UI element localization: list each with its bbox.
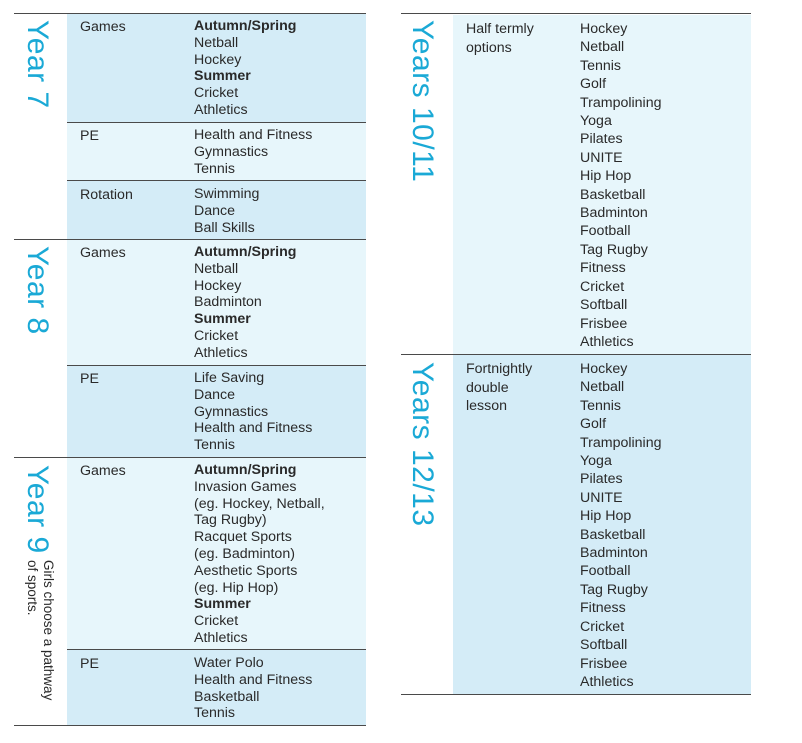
divider xyxy=(67,365,366,366)
year7-heading: Year 7 xyxy=(21,20,54,109)
years1213-heading: Years 12/13 xyxy=(406,362,439,527)
list-item: Athletics xyxy=(194,344,248,361)
years1011-list xyxy=(580,20,661,351)
list-item: Hockey xyxy=(580,361,628,377)
list-item: Dance xyxy=(194,386,236,403)
year8-games-row xyxy=(67,240,366,365)
divider xyxy=(401,694,751,695)
year8-pe-list xyxy=(194,370,312,454)
list-item: Pilates xyxy=(580,471,623,488)
years1213-category: Fortnightly double lesson xyxy=(466,361,533,414)
divider xyxy=(401,354,751,355)
year7-pe-category: PE xyxy=(80,128,99,144)
list-item: Autumn/Spring xyxy=(194,244,297,260)
list-item: Tag Rugby xyxy=(580,581,648,598)
list-item: Athletics xyxy=(580,673,634,690)
list-item: Yoga xyxy=(580,113,612,130)
list-item: Health and Fitness xyxy=(194,671,313,688)
list-item: Trampolining xyxy=(580,434,662,451)
list-item: Netball xyxy=(194,34,239,51)
list-item: Tag Rugby) xyxy=(194,512,267,529)
years1213-list xyxy=(580,360,661,691)
list-item: Tag Rugby xyxy=(580,241,648,258)
divider xyxy=(67,122,366,123)
list-item: Ball Skills xyxy=(194,219,255,236)
list-item: UNITE xyxy=(580,149,623,166)
list-item: Netball xyxy=(580,39,625,56)
year9-pe-list xyxy=(194,655,312,722)
divider xyxy=(14,457,366,458)
list-item: Summer xyxy=(194,311,251,328)
list-item: Summer xyxy=(194,68,251,85)
list-item: Football xyxy=(580,223,631,240)
list-item: Racquet Sports xyxy=(194,529,292,546)
year7-games-category: Games xyxy=(80,19,126,35)
years1011-heading: Years 10/11 xyxy=(406,20,439,183)
list-item: Football xyxy=(580,563,631,580)
list-item: Cricket xyxy=(580,618,625,635)
year7-rotation-category: Rotation xyxy=(80,187,133,203)
divider xyxy=(14,725,366,726)
list-item: Aesthetic Sports xyxy=(194,562,298,579)
years1213-row xyxy=(453,355,751,694)
list-item: Tennis xyxy=(580,397,622,414)
list-item: Autumn/Spring xyxy=(194,462,297,478)
list-item: Cricket xyxy=(194,327,239,344)
list-item: Golf xyxy=(580,76,607,93)
list-item: Softball xyxy=(580,297,628,314)
list-item: Trampolining xyxy=(580,94,662,111)
list-item: Netball xyxy=(194,260,239,277)
year9-note: Girls choose a pathway of sports. xyxy=(25,560,56,701)
list-item: Water Polo xyxy=(194,655,264,671)
list-item: Basketball xyxy=(194,688,260,705)
list-item: (eg. Badminton) xyxy=(194,545,295,562)
list-item: Autumn/Spring xyxy=(194,18,297,34)
divider xyxy=(401,13,751,14)
list-item: Hip Hop xyxy=(580,168,632,185)
list-item: Badminton xyxy=(580,205,648,222)
list-item: Tennis xyxy=(194,437,236,454)
year9-pe-category: PE xyxy=(80,656,99,672)
list-item: Invasion Games xyxy=(194,478,297,495)
list-item: Tennis xyxy=(580,57,622,74)
list-item: Hockey xyxy=(580,21,628,37)
list-item: Badminton xyxy=(194,294,262,311)
list-item: Yoga xyxy=(580,453,612,470)
divider xyxy=(14,13,366,14)
divider xyxy=(67,180,366,181)
list-item: Tennis xyxy=(194,160,236,177)
list-item: Health and Fitness xyxy=(194,420,313,437)
list-item: Fitness xyxy=(580,260,626,277)
list-item: Summer xyxy=(194,596,251,613)
list-item: Golf xyxy=(580,416,607,433)
list-item: Badminton xyxy=(580,545,648,562)
year9-games-row xyxy=(67,458,366,649)
year8-heading: Year 8 xyxy=(21,246,54,335)
year8-games-category: Games xyxy=(80,245,126,261)
list-item: Cricket xyxy=(194,85,239,102)
list-item: Frisbee xyxy=(580,655,628,672)
list-item: (eg. Hip Hop) xyxy=(194,579,279,596)
list-item: Softball xyxy=(580,637,628,654)
year8-pe-row xyxy=(67,366,366,457)
list-item: Pilates xyxy=(580,131,623,148)
list-item: Health and Fitness xyxy=(194,127,313,143)
year9-heading: Year 9 xyxy=(21,465,54,554)
list-item: Frisbee xyxy=(580,315,628,332)
list-item: Dance xyxy=(194,202,236,219)
list-item: Fitness xyxy=(580,600,626,617)
divider xyxy=(14,239,366,240)
list-item: Cricket xyxy=(580,278,625,295)
list-item: Basketball xyxy=(580,186,646,203)
year7-rotation-row xyxy=(67,181,366,239)
year7-pe-row xyxy=(67,123,366,180)
year7-games-row xyxy=(67,14,366,122)
year9-pe-row xyxy=(67,650,366,725)
years1011-category: Half termly options xyxy=(466,21,534,56)
list-item: Swimming xyxy=(194,186,260,202)
list-item: Hockey xyxy=(194,51,242,68)
list-item: Cricket xyxy=(194,613,239,630)
years1011-row xyxy=(453,15,751,354)
list-item: Netball xyxy=(580,379,625,396)
list-item: Athletics xyxy=(580,333,634,350)
list-item: Gymnastics xyxy=(194,403,269,420)
year9-games-list xyxy=(194,462,325,647)
list-item: Gymnastics xyxy=(194,143,269,160)
year8-games-list xyxy=(194,244,296,362)
year8-pe-category: PE xyxy=(80,371,99,387)
list-item: Hockey xyxy=(194,277,242,294)
year7-rotation-list xyxy=(194,186,259,236)
list-item: UNITE xyxy=(580,489,623,506)
list-item: (eg. Hockey, Netball, xyxy=(194,495,325,512)
list-item: Hip Hop xyxy=(580,508,632,525)
year7-pe-list xyxy=(194,127,312,177)
list-item: Life Saving xyxy=(194,370,265,386)
list-item: Basketball xyxy=(580,526,646,543)
year9-games-category: Games xyxy=(80,463,126,479)
divider xyxy=(67,649,366,650)
list-item: Tennis xyxy=(194,705,236,722)
list-item: Athletics xyxy=(194,629,248,646)
list-item: Athletics xyxy=(194,101,248,118)
year7-games-list xyxy=(194,18,296,119)
